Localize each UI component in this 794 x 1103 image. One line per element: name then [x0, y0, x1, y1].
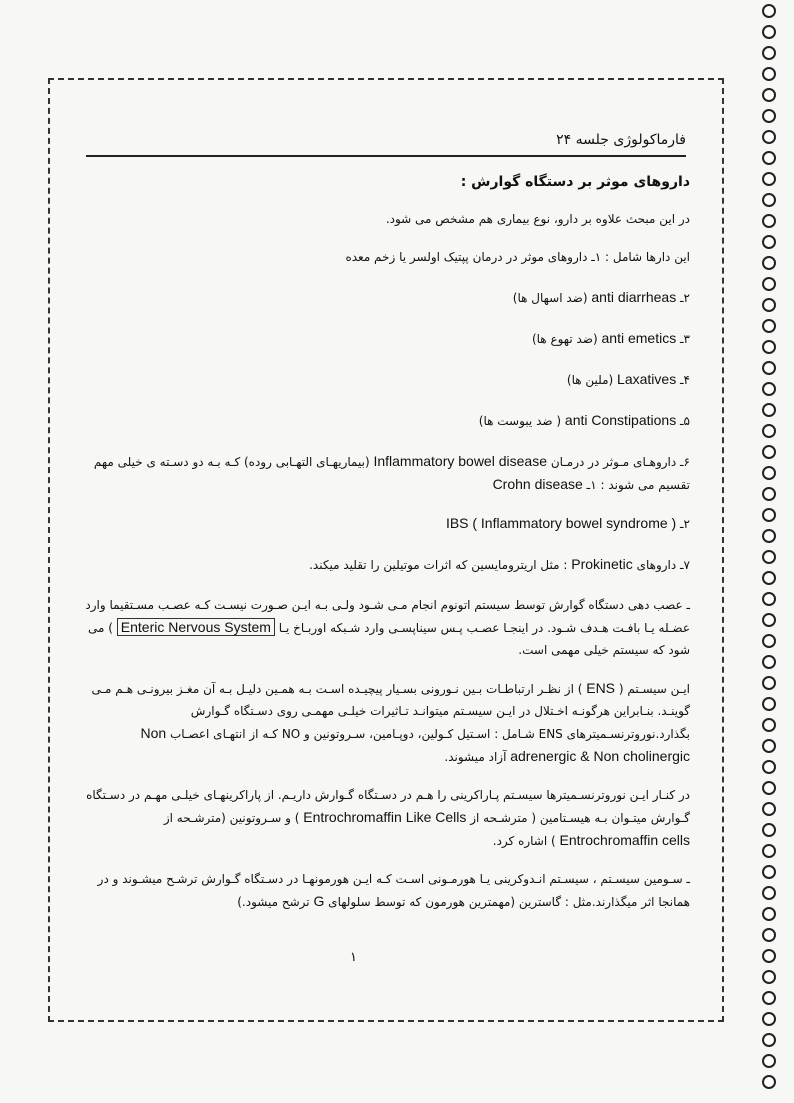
binding-ring [762, 865, 776, 879]
item-number: ۳ـ [680, 332, 690, 346]
item-persian: ( ضد یبوست ها) [478, 414, 562, 428]
binding-ring [762, 319, 776, 333]
item6-text-2: (بیماریهـای التهـابی روده) کـه بـه دو دسـته ی خیلی مهم تقسیم می شوند : ۱ـ [93, 455, 690, 492]
binding-ring [762, 739, 776, 753]
binding-ring [762, 970, 776, 984]
enteric-nervous-system: Enteric Nervous System [117, 618, 275, 636]
item-number: ۵ـ [680, 414, 690, 428]
binding-ring [762, 67, 776, 81]
binding-ring [762, 109, 776, 123]
ens2-text-2: ) از نظـر ارتباطـات بـین نـورونی بسـیار پیچیـده اسـت بـه همـین دلیـل بـه آن مغـز بیرونـی هـم مـی گوینـد. بنـابراین هرگونـه اخـتلال در ایـن سیسـتم میتوانـد تـاثیرات خیلـی مهمـی روی دسـتگاه گـوارش بگذارد.نوروترنسـمیترهای ENS شـامل : اسـتیل کـولین، دوپـامین، سـروتونین و NO کـه از انتهـای اعصـاب [91, 682, 690, 741]
binding-ring [762, 781, 776, 795]
binding-ring [762, 1033, 776, 1047]
ens-paragraph-1 [78, 594, 690, 661]
item-english: Laxatives [617, 371, 677, 387]
binding-ring [762, 382, 776, 396]
paracrine-text-3: ) اشاره کرد. [492, 834, 556, 848]
ibs-line [78, 512, 690, 535]
binding-ring [762, 340, 776, 354]
item-6 [78, 450, 690, 496]
binding-ring [762, 508, 776, 522]
binding-ring [762, 193, 776, 207]
ibs-number: ۲ـ [680, 517, 690, 531]
ibs-english: ( Inflammatory bowel syndrome ) [472, 515, 677, 531]
binding-ring [762, 928, 776, 942]
ec-cells: Entrochromaffin cells [559, 832, 690, 848]
item-7 [78, 553, 690, 576]
page-content [78, 174, 690, 929]
binding-ring [762, 1012, 776, 1026]
item-persian: (ملین ها) [566, 373, 614, 387]
item7-text-1: ۷ـ داروهای [636, 558, 690, 572]
endocrine-text-2: ترشح میشود.) [237, 895, 310, 909]
binding-ring [762, 172, 776, 186]
ens2-text-3: آزاد میشوند. [444, 750, 507, 764]
binding-ring [762, 130, 776, 144]
binding-ring [762, 613, 776, 627]
binding-ring [762, 88, 776, 102]
intro-text: در این مبحث علاوه بر دارو، نوع بیماری هم مشخص می شود. [385, 212, 690, 226]
binding-ring [762, 4, 776, 18]
binding-ring [762, 886, 776, 900]
ens-abbrev: ENS [586, 680, 616, 696]
binding-ring [762, 1054, 776, 1068]
binding-ring [762, 949, 776, 963]
g-cells: G [313, 893, 325, 909]
paracrine-paragraph [78, 784, 690, 852]
binding-ring [762, 592, 776, 606]
item-english: anti Constipations [564, 412, 677, 428]
binding-ring [762, 445, 776, 459]
binding-ring [762, 298, 776, 312]
binding-ring [762, 256, 776, 270]
ens2-text-1: ایـن سیسـتم ( [618, 682, 690, 696]
nanc-english: Non adrenergic & Non cholinergic [140, 725, 690, 764]
endocrine-text-1: ـ سـومین سیسـتم ، سیسـتم انـدوکرینی یـا هورمـونی اسـت کـه ایـن هورمونهـا در دسـتگاه گـوارش ترشـح میشـوند و در همانجا اثر میگذارند.مثل : گاسترین (مهمترین هورمون که توسط سلولهای [97, 872, 690, 909]
binding-ring [762, 991, 776, 1005]
ens1-text-2: ) می شود که سیستم خیلی مهمی است. [88, 621, 690, 657]
prokinetic: Prokinetic [571, 556, 633, 572]
ens-paragraph-2 [78, 677, 690, 768]
paracrine-text-2: ) و سـروتونین (مترشـحه از [163, 811, 300, 825]
page-number: ۱ [350, 950, 357, 965]
ibs-abbrev: IBS [445, 515, 469, 531]
binding-ring [762, 802, 776, 816]
binding-ring [762, 151, 776, 165]
item7-text-2: : مثل اریترومایسین که اثرات موتیلین را تقلید میکند. [309, 558, 568, 572]
binding-ring [762, 214, 776, 228]
endocrine-paragraph [78, 868, 690, 913]
binding-ring [762, 760, 776, 774]
binding-ring [762, 529, 776, 543]
item-number: ۴ـ [680, 373, 690, 387]
page-header [86, 132, 686, 148]
list-item [78, 368, 690, 391]
binding-ring [762, 844, 776, 858]
binding-ring [762, 403, 776, 417]
binding-ring [762, 1075, 776, 1089]
binding-ring [762, 361, 776, 375]
binding-ring [762, 655, 776, 669]
binding-ring [762, 571, 776, 585]
binding-ring [762, 907, 776, 921]
header-title: فارماکولوژی جلسه ۲۴ [556, 132, 686, 148]
binding-ring [762, 676, 776, 690]
item-persian: (ضد اسهال ها) [512, 291, 588, 305]
list-intro: این دارها شامل : ۱ـ داروهای موثر در درمان پپتیک اولسر یا زخم معده [345, 250, 690, 264]
spiral-binding [756, 0, 776, 1103]
binding-ring [762, 25, 776, 39]
ens1-text-1: ـ عصب دهی دستگاه گوارش توسط سیستم اتونوم انجام مـی شـود ولـی بـه ایـن صـورت نیسـت کـه عصـب مسـتقیما وارد عضـله یـا بافـت هـدف شـود. در اینجـا عصـب پـس سیناپسـی وارد شـبکه اوربـاخ یـا [85, 598, 690, 635]
crohn-disease: Crohn disease [492, 476, 583, 492]
item-number: ۲ـ [680, 291, 690, 305]
list-item [78, 286, 690, 309]
list-item [78, 327, 690, 350]
item-english: anti diarrheas [591, 289, 677, 305]
binding-ring [762, 823, 776, 837]
binding-ring [762, 634, 776, 648]
binding-ring [762, 235, 776, 249]
ecl-cells: Entrochromaffin Like Cells [303, 809, 467, 825]
header-divider [86, 155, 686, 157]
binding-ring [762, 718, 776, 732]
binding-ring [762, 424, 776, 438]
binding-ring [762, 277, 776, 291]
section-title: داروهای موثر بر دستگاه گوارش : [460, 174, 690, 190]
item6-english: Inflammatory bowel disease [373, 453, 547, 469]
binding-ring [762, 466, 776, 480]
binding-ring [762, 487, 776, 501]
binding-ring [762, 550, 776, 564]
binding-ring [762, 46, 776, 60]
item6-text-1: ۶ـ داروهـای مـوثر در درمـان [550, 455, 690, 469]
item-english: anti emetics [601, 330, 677, 346]
paracrine-text-1: در کنـار ایـن نوروترنسـمیترها سیسـتم پـاراکرینی را هـم در دسـتگاه گـوارش داریـم. از پاراکرینهـای خیلـی مهـم در دسـتگاه گـوارش میتـوان بـه هیسـتامین ( مترشـحه از [86, 788, 690, 825]
binding-ring [762, 697, 776, 711]
item-persian: (ضد تهوع ها) [531, 332, 598, 346]
list-item [78, 409, 690, 432]
